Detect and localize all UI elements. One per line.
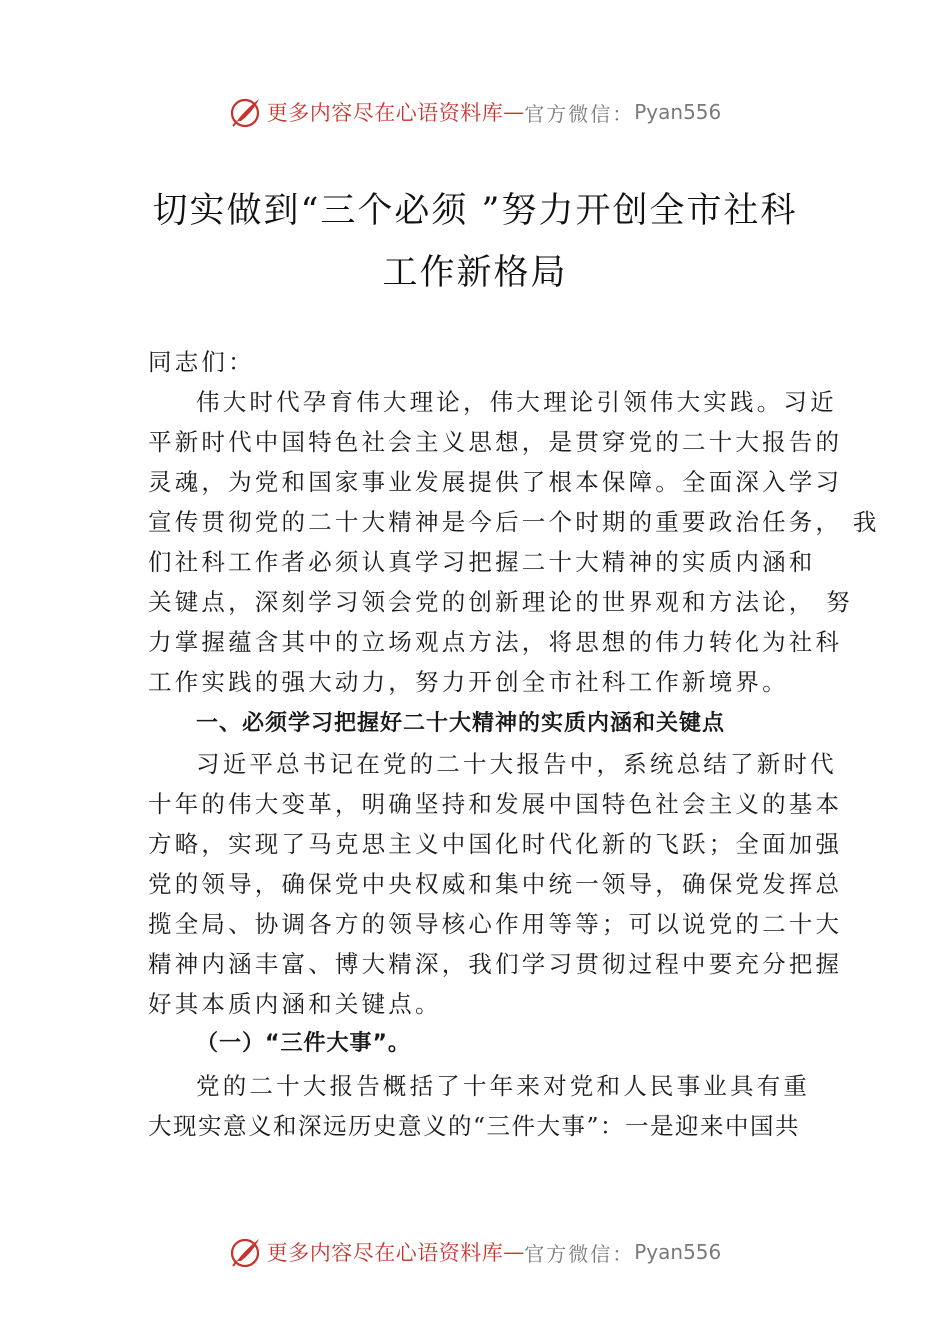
banner-gray-text: 官方微信： xyxy=(524,101,635,126)
footer-banner xyxy=(0,1232,950,1272)
body-line: 精神内涵丰富、博大精深，我们学习贯彻过程中要充分把握 xyxy=(148,950,843,978)
quill-logo-icon xyxy=(229,1235,263,1269)
banner-red-text: 更多内容尽在心语资料库 xyxy=(266,1241,504,1265)
header-banner xyxy=(0,92,950,132)
banner-wechat-id: Pyan556 xyxy=(634,100,722,124)
subsection-heading-1: （一）“三件大事”。 xyxy=(196,1031,411,1056)
document-title-line-2: 工作新格局 xyxy=(382,253,568,293)
quill-logo-icon xyxy=(229,95,263,129)
body-line: 大现实意义和深远历史意义的“三件大事”：一是迎来中国共 xyxy=(148,1112,801,1140)
body-line: 方略，实现了马克思主义中国化时代化新的飞跃；全面加强 xyxy=(148,830,843,858)
body-line: 好其本质内涵和关键点。 xyxy=(148,990,442,1018)
body-line: 党的二十大报告概括了十年来对党和人民事业具有重 xyxy=(196,1072,811,1100)
body-line: 十年的伟大变革，明确坚持和发展中国特色社会主义的基本 xyxy=(148,790,843,818)
body-line: 宣传贯彻党的二十大精神是今后一个时期的重要政治任务， 我 xyxy=(148,508,880,536)
body-line: 平新时代中国特色社会主义思想，是贯穿党的二十大报告的 xyxy=(148,428,843,456)
body-line: 伟大时代孕育伟大理论，伟大理论引领伟大实践。习近 xyxy=(196,388,837,416)
banner-gray-text: 官方微信： xyxy=(524,1241,635,1266)
banner-dash: — xyxy=(503,100,525,124)
body-line: 同志们： xyxy=(148,348,255,376)
section-heading-1: 一、必须学习把握好二十大精神的实质内涵和关键点 xyxy=(196,711,726,736)
body-line: 党的领导，确保党中央权威和集中统一领导，确保党发挥总 xyxy=(148,870,843,898)
banner-wechat-id: Pyan556 xyxy=(634,1240,722,1264)
body-line: 力掌握蕴含其中的立场观点方法，将思想的伟力转化为社科 xyxy=(148,628,843,656)
body-line: 们社科工作者必须认真学习把握二十大精神的实质内涵和 xyxy=(148,548,816,576)
body-line: 工作实践的强大动力，努力开创全市社科工作新境界。 xyxy=(148,668,789,696)
document-title-line-1: 切实做到“三个必须 ”努力开创全市社科 xyxy=(152,191,798,231)
body-line: 习近平总书记在党的二十大报告中，系统总结了新时代 xyxy=(196,750,837,778)
banner-dash: — xyxy=(503,1240,525,1264)
body-line: 关键点，深刻学习领会党的创新理论的世界观和方法论， 努 xyxy=(148,588,853,616)
banner-red-text: 更多内容尽在心语资料库 xyxy=(266,101,504,125)
body-line: 揽全局、协调各方的领导核心作用等等；可以说党的二十大 xyxy=(148,910,843,938)
body-line: 灵魂，为党和国家事业发展提供了根本保障。全面深入学习 xyxy=(148,468,843,496)
